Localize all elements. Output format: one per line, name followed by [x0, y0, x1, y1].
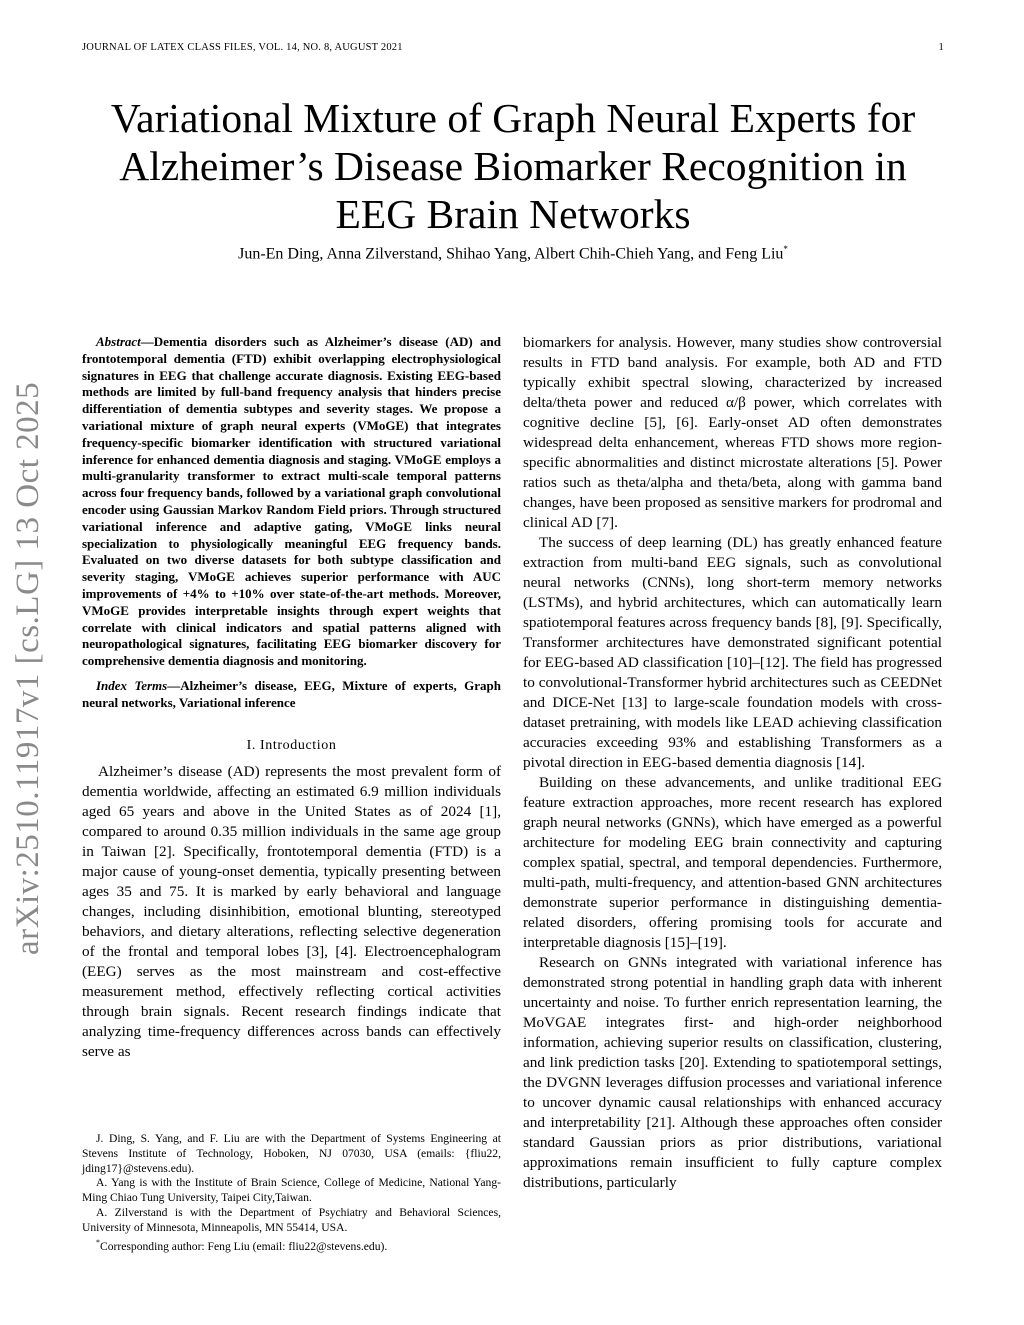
corresponding-author-mark: * [783, 244, 788, 254]
right-column [523, 333, 942, 1193]
abstract [82, 334, 501, 670]
index-terms-text: —Alzheimer’s disease, EEG, Mixture of experts, Graph neural networks, Variational inference [82, 677, 501, 710]
abstract-text: —Dementia disorders such as Alzheimer’s disease (AD) and frontotemporal dementia (FTD) exhibit overlapping electrophysiological signatures in EEG that challenge accurate diagnosis. Existing EEG-based methods are limited by full-band frequency analysis that hinders precise differentiation of dementia subtypes and severity stages. We propose a variational mixture of graph neural experts (VMoGE) that integrates frequency-specific biomarker identification with structured variational inference for enhanced dementia diagnosis and staging. VMoGE employs a multi-granularity transformer to extract multi-scale temporal patterns across four frequency bands, followed by a variational graph convolutional encoder using Gaussian Markov Random Field priors. Through structured variational inference and adaptive gating, VMoGE links neural specialization to physiologically meaningful EEG frequency bands. Evaluated on two diverse datasets for both subtype classification and severity staging, VMoGE achieves superior performance with AUC improvements of +4% to +10% over state-of-the-art methods. Moreover, VMoGE provides interpretable insights through expert weights that correlate with clinical indicators and spatial patterns aligned with neuropathological signatures, facilitating EEG biomarker discovery for comprehensive dementia diagnosis and monitoring. [82, 334, 501, 669]
author-names: Jun-En Ding, Anna Zilverstand, Shihao Yang, Albert Chih-Chieh Yang, and Feng Liu [238, 245, 784, 263]
section-heading-introduction: I. Introduction [246, 737, 337, 753]
body-paragraph: Alzheimer’s disease (AD) represents the most prevalent form of dementia worldwide, affecting an estimated 6.9 million individuals aged 65 years and above in the United States as of 2024 [1], compared to around 0.35 million individuals in the same age group in Taiwan [2]. Specifically, frontotemporal dementia (FTD) is a major cause of young-onset dementia, typically presenting between ages 35 and 75. It is marked by early behavioral and language changes, including disinhibition, emotional blunting, stereotyped behaviors, and dietary alterations, reflecting selective degeneration of the frontal and temporal lobes [3], [4]. Electroencephalogram (EEG) serves as the most mainstream and cost-effective measurement method, effectively reflecting cortical activities through brain signals. Recent research findings indicate that analyzing time-frequency differences across bands can effectively serve as [82, 762, 501, 1060]
index-terms [82, 678, 501, 712]
footnote: A. Yang is with the Institute of Brain Science, College of Medicine, National Yang-Ming Chiao Tung University, Taipei City,Taiwan. [82, 1176, 501, 1205]
page-number: 1 [938, 42, 944, 53]
body-paragraph: Building on these advancements, and unlike traditional EEG feature extraction approaches, more recent research has explored graph neural networks (GNNs), which have emerged as a powerful architecture for modeling EEG brain connectivity and capturing complex spatial, spectral, and temporal dependencies. Furthermore, multi-path, multi-frequency, and attention-based GNN architectures demonstrate superior performance in distinguishing dementia-related disorders, offering promising tools for accurate and interpretable diagnosis [15]–[19]. [523, 774, 942, 951]
corresponding-footnote-mark: * [96, 1237, 100, 1247]
body-paragraph: The success of deep learning (DL) has greatly enhanced feature extraction from multi-band EEG signals, such as convolutional neural networks (CNNs), long short-term memory networks (LSTMs), and hybrid architectures, which can automatically learn spatiotemporal features across frequency bands [8], [9]. Specifically, Transformer architectures have demonstrated significant potential for EEG-based AD classification [10]–[12]. The field has progressed to convolutional-Transformer hybrid architectures such as CEEDNet and DICE-Net [13] to large-scale foundation models with cross-dataset pretraining, with models like LEAD achieving classification accuracies exceeding 93% and establishing Transformers as a pivotal direction in EEG-based dementia diagnosis [14]. [523, 534, 942, 771]
abstract-label: Abstract [96, 334, 141, 349]
arxiv-stamp: arXiv:2510.11917v1 [cs.LG] 13 Oct 2025 [10, 381, 46, 955]
running-head [82, 42, 944, 53]
corresponding-footnote-text: Corresponding author: Feng Liu (email: fliu22@stevens.edu). [100, 1239, 388, 1253]
index-terms-label: Index Terms [96, 677, 168, 693]
paper-title: Variational Mixture of Graph Neural Experts for Alzheimer’s Disease Biomarker Recognition in EEG Brain Networks [110, 95, 916, 237]
footnote: J. Ding, S. Yang, and F. Liu are with the Department of Systems Engineering at Stevens Institute of Technology, Hoboken, NJ 07030, USA (emails: {fliu22, jding17}@stevens.edu). [82, 1132, 501, 1175]
running-head-text: JOURNAL OF LATEX CLASS FILES, VOL. 14, NO. 8, AUGUST 2021 [82, 42, 403, 53]
body-paragraph: biomarkers for analysis. However, many studies show controversial results in FTD band analysis. For example, both AD and FTD typically exhibit spectral slowing, characterized by increased delta/theta power and reduced α/β power, which correlates with cognitive decline [5], [6]. Early-onset AD often demonstrates widespread delta enhancement, whereas FTD shows more region-specific abnormalities and distinct microstate alterations [5]. Power ratios such as theta/alpha and theta/beta, along with gamma band changes, have been proposed as sensitive markers for prodromal and clinical AD [7]. [523, 334, 942, 531]
author-list [82, 244, 944, 263]
body-paragraph: Research on GNNs integrated with variational inference has demonstrated strong potential in handling graph data with inherent uncertainty and noise. To further enrich representation learning, the MoVGAE integrates first- and high-order neighborhood information, achieving superior results on classification, clustering, and link prediction tasks [20]. Extending to spatiotemporal settings, the DVGNN leverages diffusion processes and variational inference to uncover dynamic causal relationships with enhanced accuracy and interpretability [21]. Although these approaches often consider standard Gaussian priors as prior distributions, variational approximations remain insufficient to fully capture complex distributions, particularly [523, 954, 942, 1191]
corresponding-footnote [82, 1236, 501, 1255]
left-column [82, 334, 501, 1062]
footnote: A. Zilverstand is with the Department of Psychiatry and Behavioral Sciences, University of Minnesota, Minneapolis, MN 55414, USA. [82, 1205, 501, 1234]
footnotes [82, 1132, 501, 1254]
